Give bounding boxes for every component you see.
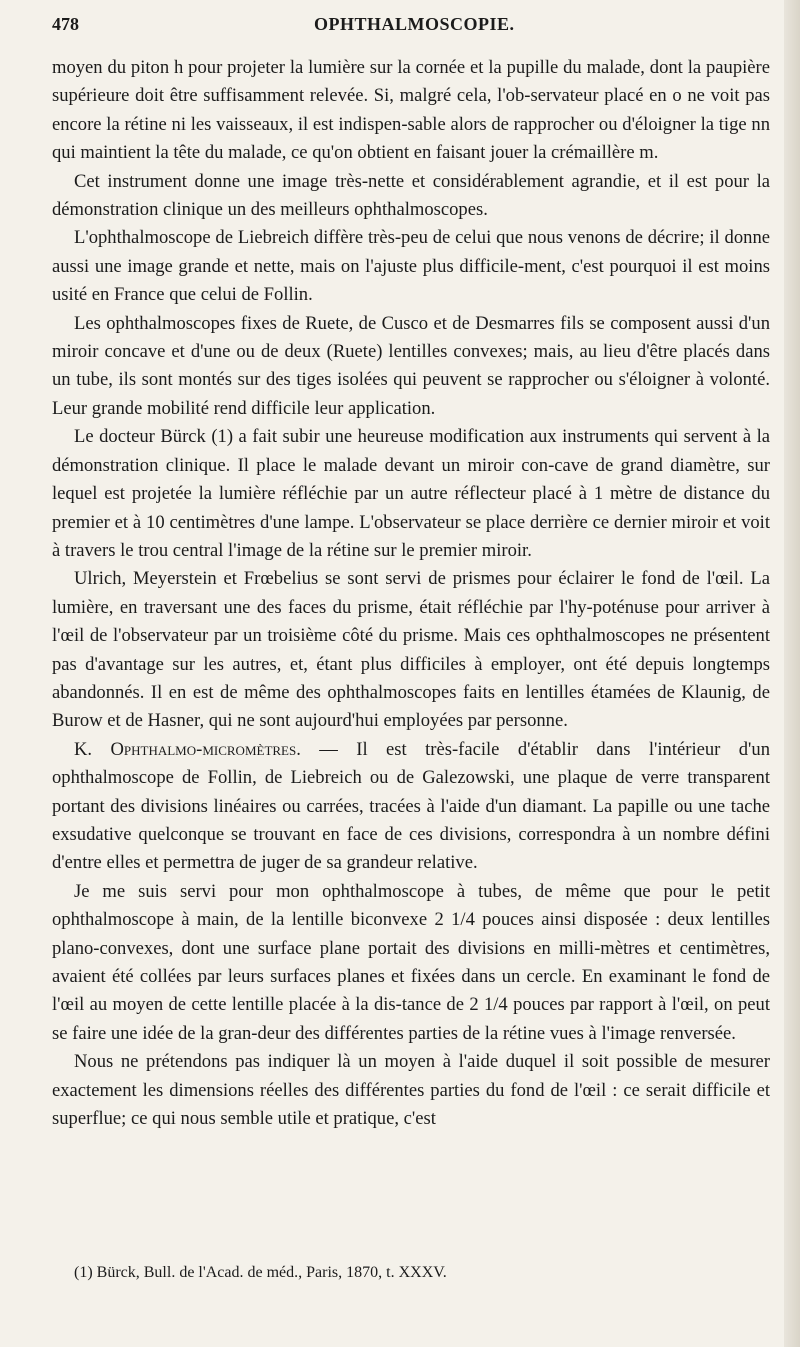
page-edge xyxy=(784,0,800,1347)
section-text: — Il est très-facile d'établir dans l'intérieur d'un ophthalmoscope de Follin, de Liebreich ou de Galezowski, une plaque de verre transparent portant des divisions linéaires ou carrées, tracées à l'aide d'un diamant. La papille ou une tache exsudative quelconque se trouvant en face de ces divisions, correspondra à un nombre défini d'entre elles et permettra de juger de sa grandeur relative. xyxy=(52,738,770,874)
paragraph: L'ophthalmoscope de Liebreich diffère très-peu de celui que nous venons de décrire; il donne aussi une image grande et nette, mais on l'ajuste plus difficile-ment, c'est pourquoi il est moins usité en France que celui de Follin. xyxy=(52,227,770,306)
paragraph: moyen du piton h pour projeter la lumière sur la cornée et la pupille du malade, dont la paupière supérieure doit être suffisamment relevée. Si, malgré cela, l'ob-servateur placé en o ne voit pas encore la rétine ni les vaisseaux, il est indispen-sable alors de rapprocher ou d'éloigner la tige nn qui maintient la tête du malade, ce qu'on obtient en faisant jouer la crémaillère m. xyxy=(52,57,770,164)
paragraph: Le docteur Bürck (1) a fait subir une heureuse modification aux instruments qui servent à la démonstration clinique. Il place le malade devant un miroir con-cave de grand diamètre, sur lequel est projetée la lumière réfléchie par un autre réflecteur placé à 1 mètre de distance du premier et à 10 centimètres d'une lampe. L'observateur se place derrière ce dernier miroir et voit à travers le trou central l'image de la rétine sur le premier miroir. xyxy=(52,426,770,561)
page-header xyxy=(52,6,770,42)
page-number: 478 xyxy=(52,14,79,34)
paragraph: Ulrich, Meyerstein et Frœbelius se sont servi de prismes pour éclairer le fond de l'œil. La lumière, en traversant une des faces du prisme, était réfléchie par l'hy-poténuse pour arriver à l'œil de l'observateur par un troisième côté du prisme. Mais ces ophthalmoscopes ne présentent pas d'avantage sur les autres, et, étant plus difficiles à employer, ont été depuis longtemps abandonnés. Il en est de même des ophthalmoscopes faits en lentilles étamées de Klaunig, de Burow et de Hasner, qui ne sont aujourd'hui employées par personne. xyxy=(52,568,770,732)
body-text xyxy=(52,54,770,1133)
running-title: OPHTHALMOSCOPIE. xyxy=(314,14,515,34)
section-heading: K. Ophthalmo-micromètres. xyxy=(74,738,301,760)
paragraph: Je me suis servi pour mon ophthalmoscope à tubes, de même que pour le petit ophthalmoscope à main, de la lentille biconvexe 2 1/4 pouces ainsi disposée : deux lentilles plano-convexes, dont une surface plane portait des divisions en milli-mètres et centimètres, avaient été collées par leurs surfaces planes et fixées dans un cercle. En examinant le fond de l'œil au moyen de cette lentille placée à la dis-tance de 2 1/4 pouces par rapport à l'œil, on peut se faire une idée de la gran-deur des différentes parties de la rétine vues à l'image renversée. xyxy=(52,880,770,1044)
paragraph: Cet instrument donne une image très-nette et considérablement agrandie, et il est pour la démonstration clinique un des meilleurs ophthalmoscopes. xyxy=(52,170,770,221)
section-k-paragraph xyxy=(52,736,770,878)
footnote xyxy=(52,1262,770,1284)
footnote-marker: (1) xyxy=(74,1264,93,1281)
paragraph: Nous ne prétendons pas indiquer là un moyen à l'aide duquel il soit possible de mesurer exactement les dimensions réelles des différentes parties du fond de l'œil : ce serait difficile et superflue; ce qui nous semble utile et pratique, c'est xyxy=(52,1051,770,1130)
book-page xyxy=(52,6,770,1133)
paragraph: Les ophthalmoscopes fixes de Ruete, de Cusco et de Desmarres fils se composent aussi d'un miroir concave et d'une ou de deux (Ruete) lentilles convexes; mais, au lieu d'être placés dans un tube, ils sont montés sur des tiges isolées qui peuvent se rapprocher ou s'éloigner à volonté. Leur grande mobilité rend difficile leur application. xyxy=(52,312,770,419)
footnote-text: Bürck, Bull. de l'Acad. de méd., Paris, 1870, t. XXXV. xyxy=(96,1264,447,1281)
